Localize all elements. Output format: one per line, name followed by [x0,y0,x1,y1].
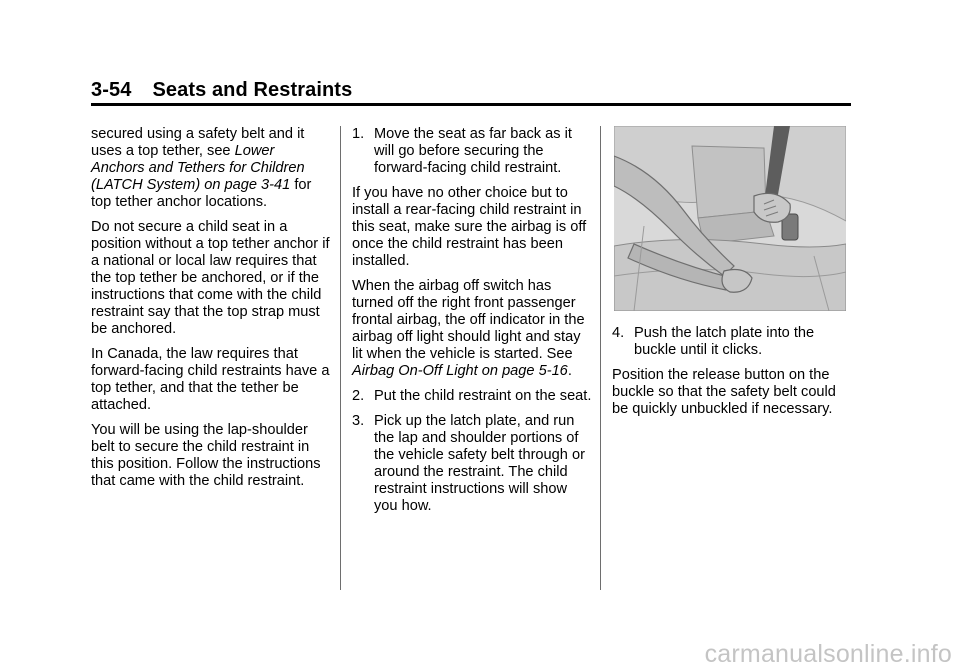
step-4-note-release-button: Position the release button on the buckle so that the safety belt could be quickly unbuckled if necessary. [612,367,836,417]
page-number: 3-54 [91,79,132,101]
step-2 [352,388,592,405]
step-1 [352,126,592,177]
buckle-illustration [614,126,846,311]
column-divider [340,126,341,590]
step-number: 1. [352,126,365,142]
step-3 [352,413,592,515]
paragraph-latch-reference: secured using a safety belt and it uses a top tether, see Lower Anchors and Tethers for Children (LATCH System) on page 3-41 for top tether anchor locations. [91,126,312,210]
step-4 [612,325,852,359]
step-number: 3. [352,413,365,429]
step-text: Push the latch plate into the buckle until it clicks. [634,325,815,358]
step-1-note-airbag-light: When the airbag off switch has turned off the right front passenger frontal airbag, the off indicator in the airbag off light should light and stay lit when the vehicle is started. See Airbag On-Off Light on page 5-16. [352,278,585,379]
cross-reference-link: Airbag On-Off Light on page 5-16 [352,363,568,379]
step-number: 4. [612,325,625,341]
step-text: Pick up the latch plate, and run the lap and shoulder portions of the vehicle safety belt through or around the restraint. The child restraint instructions will show you how. [374,413,585,514]
page-header [91,79,352,102]
step-1-note-rear-facing: If you have no other choice but to install a rear-facing child restraint in this seat, make sure the airbag is off once the child restraint has been installed. [352,185,587,269]
column-3 [612,126,852,426]
paragraph-top-tether: Do not secure a child seat in a position without a top tether anchor if a national or local law requires that the top tether be anchored, or if the instructions that come with the child restraint say that the top strap must be anchored. [91,219,330,337]
paragraph-canada-law: In Canada, the law requires that forward-facing child restraints have a top tether, and that the tether be attached. [91,346,330,413]
site-watermark: carmanualsonline.info [704,640,952,668]
column-2 [352,126,592,523]
column-1 [91,126,331,498]
step-text: Put the child restraint on the seat. [374,388,592,404]
column-divider [600,126,601,590]
cross-reference-link: Lower Anchors and Tethers for Children (LATCH System) on page 3-41 [91,143,305,193]
header-rule [91,103,851,106]
step-text: Move the seat as far back as it will go before securing the forward-facing child restraint. [374,126,572,176]
step-number: 2. [352,388,365,404]
section-title: Seats and Restraints [152,79,353,101]
paragraph-lap-shoulder: You will be using the lap-shoulder belt to secure the child restraint in this position. Follow the instructions that came with the child restraint. [91,422,321,489]
